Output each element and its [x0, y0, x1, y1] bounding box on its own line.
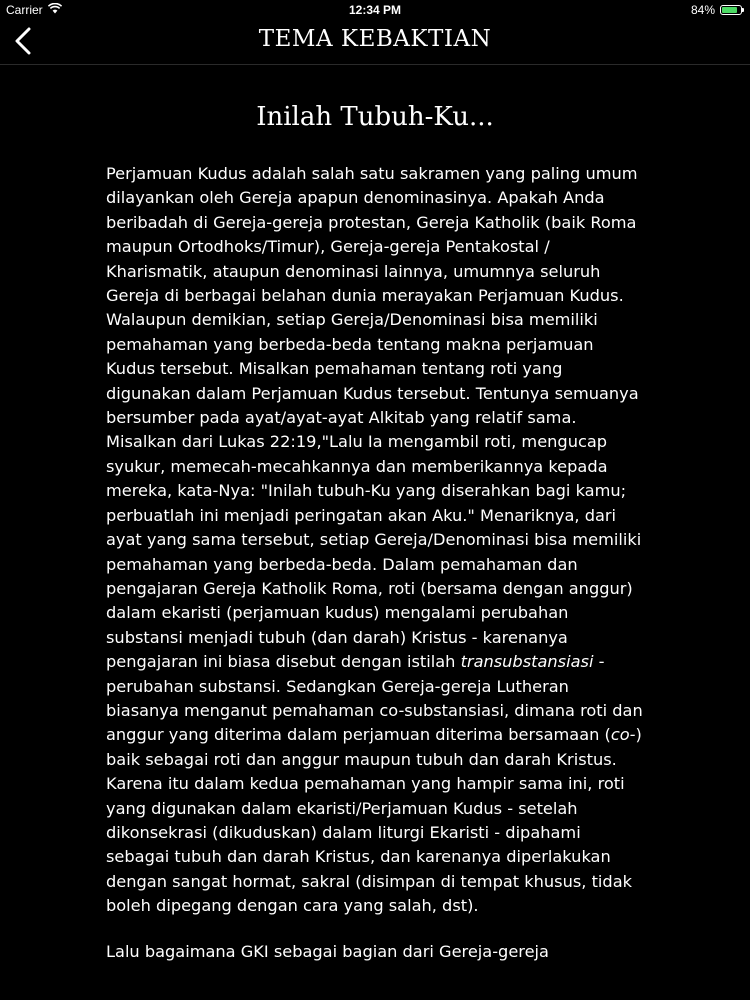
article-title: Inilah Tubuh-Ku... — [256, 102, 494, 132]
italic-term: transubstansiasi — [460, 652, 594, 672]
navigation-bar — [0, 22, 750, 65]
article-body — [0, 162, 750, 964]
article-paragraph-1 — [106, 162, 644, 919]
nav-title: TEMA KEBAKTIAN — [258, 26, 492, 52]
battery-icon — [720, 5, 742, 15]
article-paragraph-2: Lalu bagaimana GKI sebagai bagian dari Gereja-gereja — [106, 941, 549, 961]
italic-term: co- — [610, 725, 636, 745]
article-scroll-view[interactable] — [0, 64, 750, 1000]
paragraph-text: - perubahan substansi. Sedangkan Gereja-gereja Lutheran biasanya menganut pemahaman co-substansiasi, dimana roti dan anggur yang diterima dalam perjamuan diterima bersamaan ( — [106, 652, 643, 745]
status-bar — [0, 0, 750, 22]
paragraph-text: Perjamuan Kudus adalah salah satu sakramen yang paling umum dilayankan oleh Gereja apapun denominasinya. Apakah Anda beribadah di Gereja-gereja protestan, Gereja Katholik (baik Roma maupun Ortodhoks/Timur), Gereja-gereja Pentakostal / Kharismatik, ataupun denominasi lainnya, umumnya seluruh Gereja di berbagai belahan dunia merayakan Perjamuan Kudus. Walaupun demikian, setiap Gereja/Denominasi bisa memiliki pemahaman yang berbeda-beda tentang makna perjamuan Kudus tersebut. Misalkan pemahaman tentang roti yang digunakan dalam Perjamuan Kudus tersebut. Tentunya semuanya bersumber pada ayat/ayat-ayat Alkitab yang relatif sama. Misalkan dari Lukas 22:19,"Lalu Ia mengambil roti, mengucap syukur, memecah-mecahkannya dan memberikannya kepada mereka, kata-Nya: "Inilah tubuh-Ku yang diserahkan bagi kamu; perbuatlah ini menjadi peringatan akan Aku." Menariknya, dari ayat yang sama tersebut, setiap Gereja/Denominasi bisa memiliki pemahaman yang berbeda-beda. Dalam pemahaman dan pengajaran Gereja Katholik Roma, roti (bersama dengan anggur) dalam ekaristi (perjamuan kudus) mengalami perubahan substansi menjadi tubuh (dan darah) Kristus - karenanya pengajaran ini biasa disebut dengan istilah — [106, 164, 642, 672]
carrier-label: Carrier — [6, 3, 43, 17]
status-time: 12:34 PM — [348, 3, 402, 17]
battery-percent: 84% — [690, 3, 715, 17]
paragraph-text: ) baik sebagai roti dan anggur maupun tubuh dan darah Kristus. Karena itu dalam kedua pemahaman yang hampir sama ini, roti yang digunakan dalam ekaristi/Perjamuan Kudus - setelah dikonsekrasi (dikuduskan) dalam liturgi Ekaristi - dipahami sebagai tubuh dan darah Kristus, dan karenanya diperlakukan dengan sangat hormat, sakral (disimpan di tempat khusus, tidak boleh dipegang dengan cara yang salah, dst). — [106, 725, 642, 916]
status-right — [691, 3, 742, 17]
battery-fill — [722, 7, 737, 13]
